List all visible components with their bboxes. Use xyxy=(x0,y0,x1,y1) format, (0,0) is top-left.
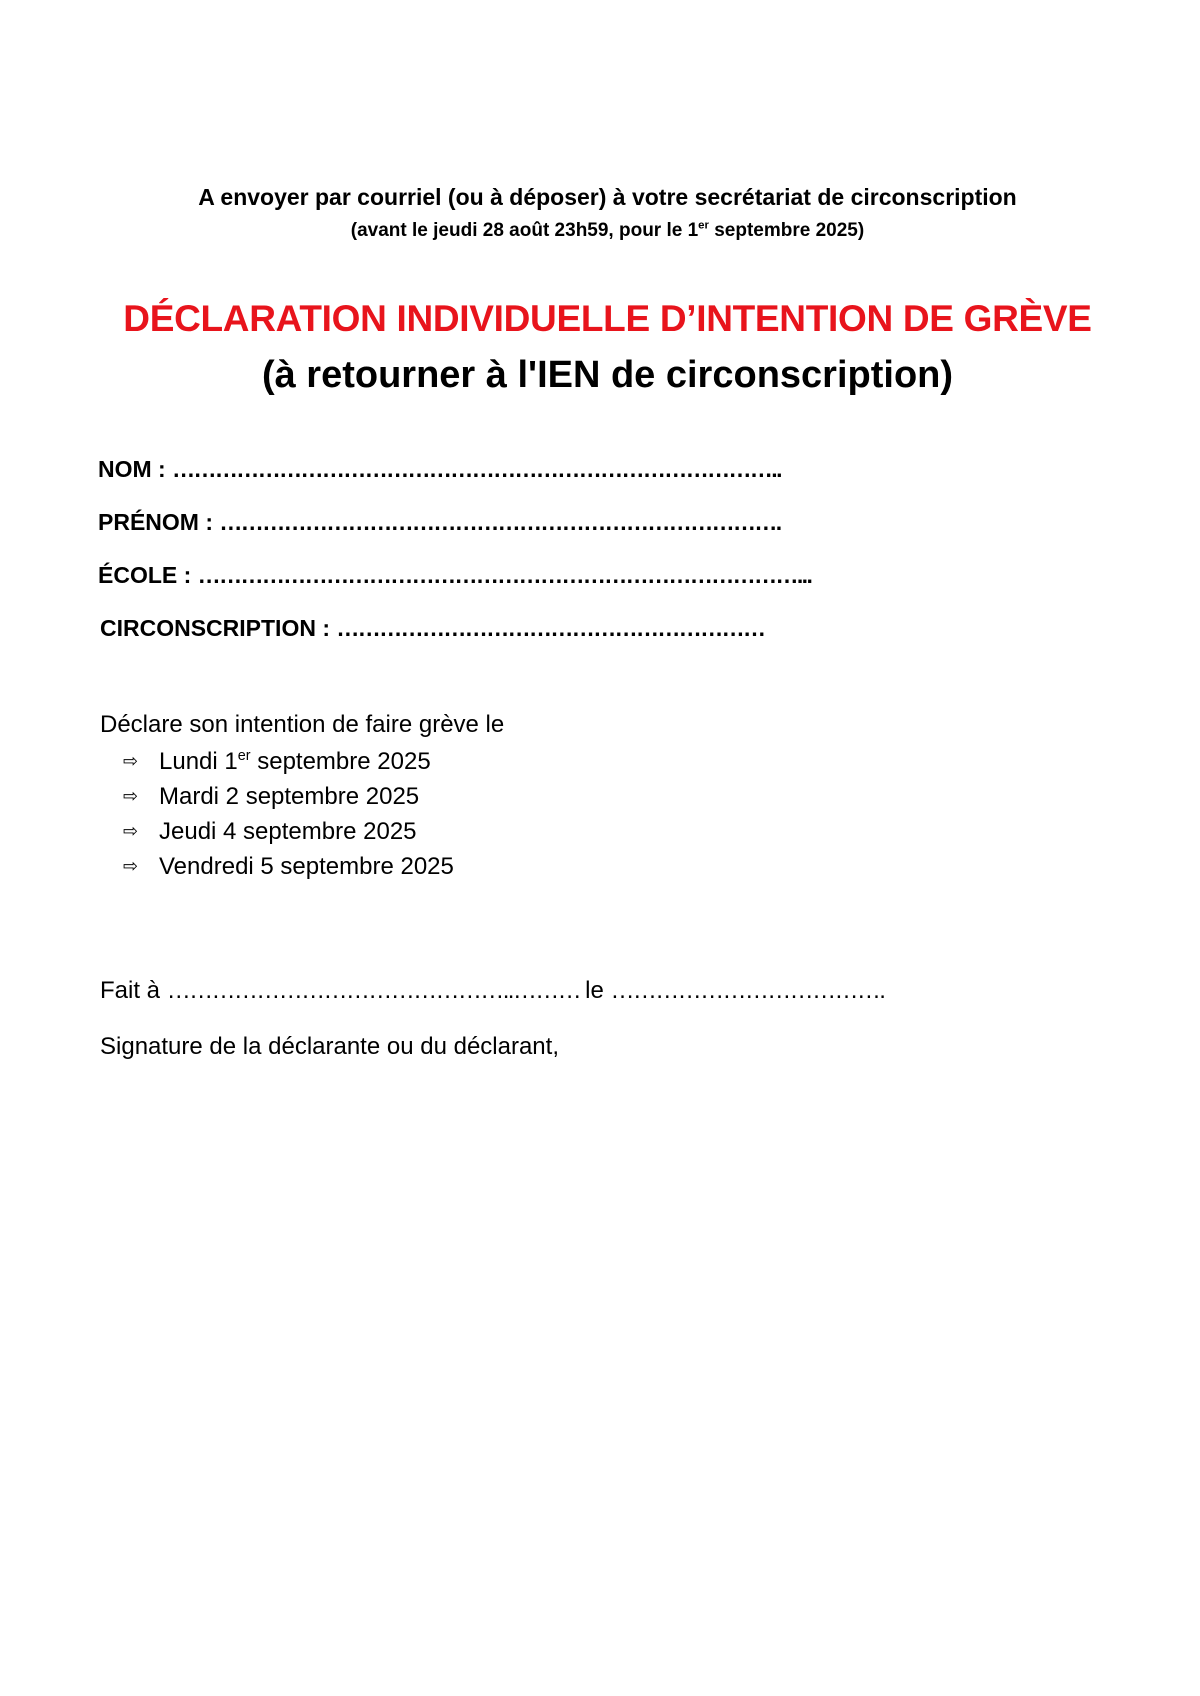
declaration-intro: Déclare son intention de faire grève le xyxy=(100,711,505,738)
strike-day-label: Lundi 1er septembre 2025 xyxy=(159,747,431,775)
field-circonscription[interactable] xyxy=(100,615,764,642)
arrow-right-outline-icon: ⇨ xyxy=(123,856,139,876)
document-subtitle: (à retourner à l'IEN de circonscription) xyxy=(261,354,954,396)
field-dots: ………………………………………………………………………….. xyxy=(172,456,781,482)
place-date-line[interactable] xyxy=(100,977,884,1005)
field-label: CIRCONSCRIPTION : xyxy=(100,615,337,641)
field-dots: …………………………………………………… xyxy=(336,615,765,641)
document-title: DÉCLARATION INDIVIDUELLE D’INTENTION DE GRÈVE xyxy=(123,298,1092,339)
field-nom[interactable] xyxy=(98,456,781,483)
field-label: ÉCOLE : xyxy=(98,562,198,588)
field-prenom[interactable] xyxy=(98,509,781,536)
arrow-right-outline-icon: ⇨ xyxy=(123,751,139,771)
strike-day-item[interactable] xyxy=(123,744,454,779)
signature-label: Signature de la déclarante ou du déclarant, xyxy=(100,1033,559,1060)
strike-day-item[interactable] xyxy=(123,779,454,814)
field-label: NOM : xyxy=(98,456,173,482)
date-dots: ………………………………. xyxy=(610,977,885,1004)
strike-day-item[interactable] xyxy=(123,849,454,884)
field-ecole[interactable] xyxy=(98,562,811,589)
strike-days-list xyxy=(123,744,454,884)
strike-day-label: Vendredi 5 septembre 2025 xyxy=(159,852,454,880)
strike-day-label: Mardi 2 septembre 2025 xyxy=(159,782,420,810)
place-label: Fait à xyxy=(100,977,167,1004)
place-dots: ………………………………………..……… xyxy=(166,977,586,1004)
field-label: PRÉNOM : xyxy=(98,509,220,535)
arrow-right-outline-icon: ⇨ xyxy=(123,786,139,806)
deadline-text: (avant le jeudi 28 août 23h59, pour le 1er septembre 2025) xyxy=(350,219,865,241)
strike-day-item[interactable] xyxy=(123,814,454,849)
instruction-text: A envoyer par courriel (ou à déposer) à votre secrétariat de circonscription xyxy=(198,184,1017,210)
arrow-right-outline-icon: ⇨ xyxy=(123,821,139,841)
strike-day-label: Jeudi 4 septembre 2025 xyxy=(159,817,417,845)
date-label: le xyxy=(585,977,611,1004)
field-dots: ……………………………………………………………………. xyxy=(219,509,781,535)
field-dots: …………………………………………………………………………... xyxy=(197,562,812,588)
